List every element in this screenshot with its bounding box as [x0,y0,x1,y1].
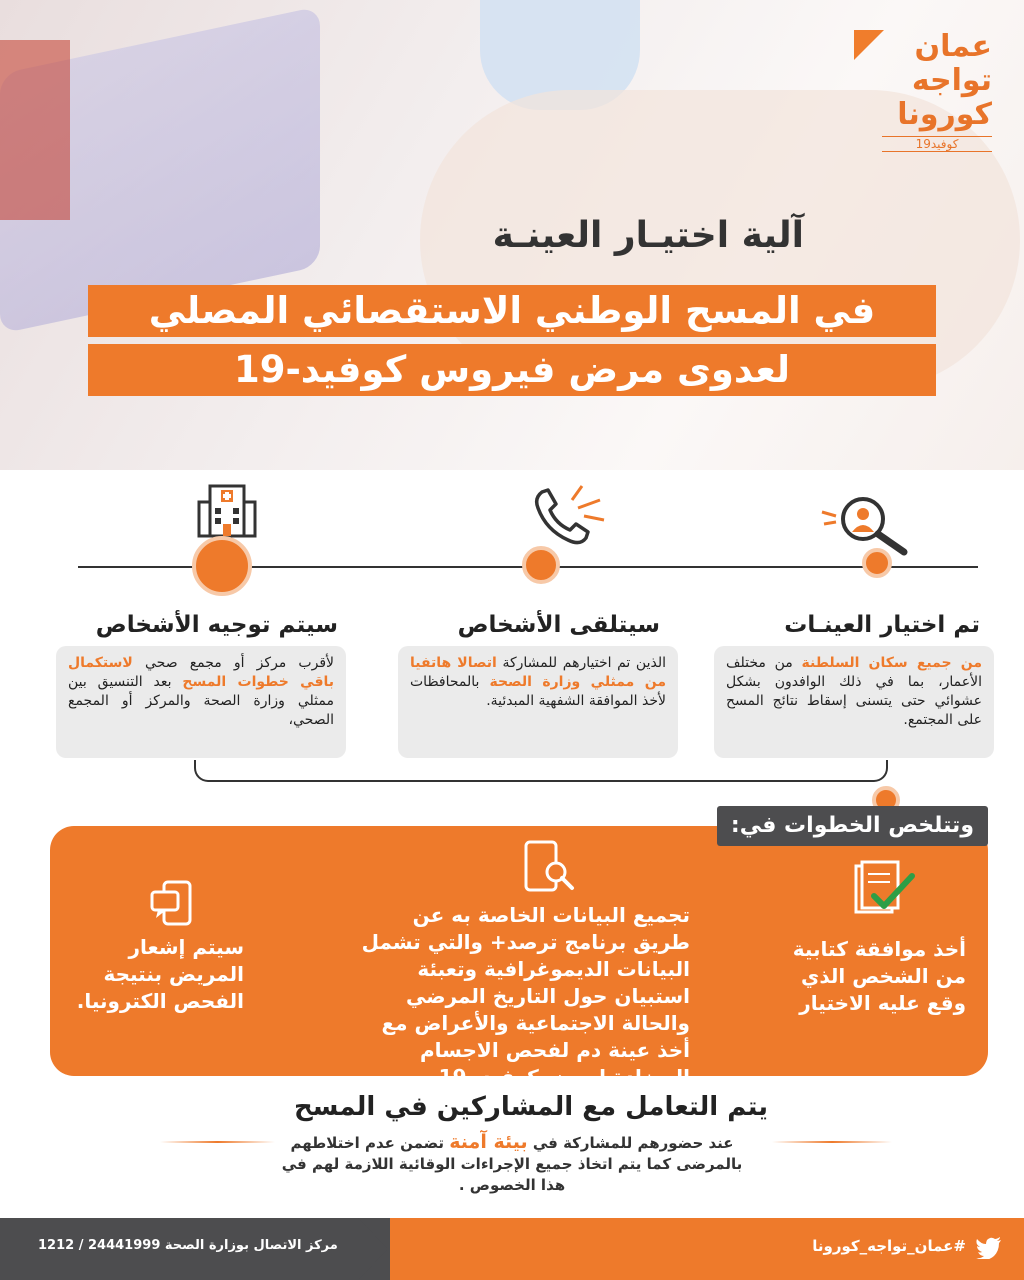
twitter-icon [976,1237,1002,1263]
environment-post: تضمن عدم اختلاطهم بالمرضى كما يتم اتخاذ جميع الإجراءات الوقائية اللازمة لهم في هذا الخصوص . [281,1134,743,1194]
title-band-2: لعدوى مرض فيروس كوفيد-19 [88,344,936,396]
summary-item-2: تجميع البيانات الخاصة به عن طريق برنامج ترصد+ والتي تشمل البيانات الديموغرافية وتعبئة استبيان حول التاريخ المرضي والحالة الاجتماعية والأعراض مع أخذ عينة دم لفحص الاجسام المضادة لمرض كوفيد- 19 [361,903,690,1089]
hospital-building-icon [196,478,258,544]
logo-corner-mark [854,30,884,60]
connector-line [194,760,888,782]
environment-highlight: بيئة آمنة [449,1131,528,1153]
step-3-heading: سيتم توجيه الأشخاص [95,612,338,638]
step-2-heading: سيتلقى الأشخاص [457,612,660,638]
step-1-highlight: من جميع سكان السلطنة [801,655,983,671]
footer-contact [0,1218,390,1280]
step-1-heading: تم اختيار العينـات [784,612,980,638]
step-3-card [56,646,346,758]
step-3-highlight: لاستكمال باقي خطوات المسح [68,655,335,690]
magnifier-person-icon [818,492,913,561]
timeline-dot-2 [522,546,560,584]
hashtag-text: #عمان_تواجه_كورونا [812,1237,966,1255]
timeline-dot-1 [862,548,892,578]
title-band-1: في المسح الوطني الاستقصائي المصلي [88,285,936,337]
divider-left [160,1141,275,1143]
phone-ringing-icon [524,480,614,554]
logo-line-1: عمان [914,29,992,64]
logo-line-2: تواجه [911,63,992,98]
step-2-pre: الذين تم اختيارهم للمشاركة [502,655,666,671]
logo-tag: كوفيد19 [882,136,992,152]
page-title: آلية اختيـار العينـة [492,215,804,256]
step-3-text: بعد التنسيق بين ممثلي وزارة الصحة والمركز أو المجمع الصحي، [68,674,334,728]
summary-item-3: سيتم إشعار المريض بنتيجة الفحص الكترونيا. [76,935,244,1013]
footer [0,1218,1024,1280]
divider-right [772,1141,892,1143]
step-2-text: بالمحافظات لأخذ الموافقة الشفهية المبدئية. [410,674,666,709]
timeline-dot-3 [192,536,252,596]
logo-line-3: كورونا [897,97,992,132]
blood-samples [0,40,70,220]
signed-document-icon [852,860,924,922]
step-2-highlight: اتصالا هاتفيا من ممثلي وزارة الصحة [410,655,666,690]
campaign-logo [842,30,992,160]
environment-pre: عند حضورهم للمشاركة في [532,1134,734,1152]
step-1-card [714,646,994,758]
mobile-search-icon [522,840,578,898]
footer-arrow [358,1218,388,1280]
contact-text: مركز الاتصال بوزارة الصحة 24441999 / 1212 [38,1238,338,1253]
footer-social [388,1218,1024,1280]
summary-item-1: أخذ موافقة كتابية من الشخص الذي وقع عليه الاختيار [792,937,966,1015]
step-1-text: من مختلف الأعمار، بما في ذلك الوافدون بشكل عشوائي حتى يتسنى إسقاط نتائج المسح على المجتمع. [726,655,982,728]
step-2-card [398,646,678,758]
environment-text [272,1132,752,1196]
environment-heading: يتم التعامل مع المشاركين في المسح [294,1092,768,1122]
step-3-pre: لأقرب مركز أو مجمع صحي [144,655,335,671]
mobile-chat-icon [148,880,196,932]
summary-tab: وتتلخص الخطوات في: [717,806,988,846]
